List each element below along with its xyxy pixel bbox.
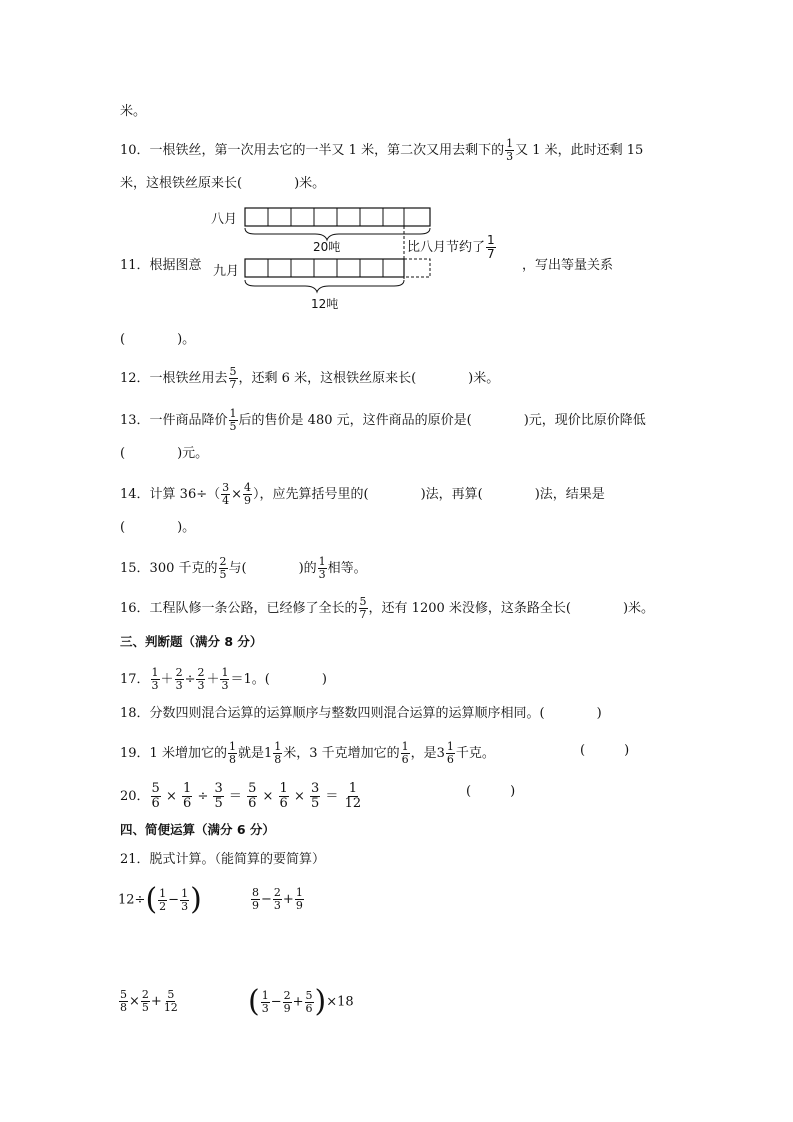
question-11-suffix: ，写出等量关系 bbox=[522, 258, 614, 273]
question-18: 18．分数四则混合运算的运算顺序与整数四则混合运算的运算顺序相同。( ) bbox=[120, 706, 602, 721]
question-15: 15．300 千克的 $\frac{2}{5}$ 与( )的 $\frac{1}{3}$ 相等。 bbox=[120, 555, 367, 581]
fraction: $\frac{1}{3}$ bbox=[506, 137, 514, 163]
question-11-answer: ( )。 bbox=[120, 332, 196, 347]
expression-3: $\frac{5}{8}$ × $\frac{2}{5}$ + $\frac{5}{12}$ bbox=[120, 988, 178, 1014]
question-14: 14．计算 36÷（ $\frac{3}{4}$ × $\frac{4}{9}$ ），应先算括号里的( )法，再算( )法，结果是 bbox=[120, 481, 605, 507]
question-19: 19．1 米增加它的 $\frac{1}{8}$ 就是1 $\frac{1}{8}$ 米，3 千克增加它的 $\frac{1}{6}$ ，是3 $\frac{1}{6}$ 千克。 bbox=[120, 740, 495, 766]
expression-4: ( $\frac{1}{3}$ − $\frac{2}{9}$ + $\frac{5}{6}$ )×18 bbox=[248, 984, 354, 1019]
question-13: 13．一件商品降价 $\frac{1}{5}$ 后的售价是 480 元，这件商品的原价是( )元，现价比原价降低 bbox=[120, 407, 646, 433]
expression-2: $\frac{8}{9}$ − $\frac{2}{3}$ + $\frac{1}{9}$ bbox=[252, 886, 303, 912]
question-19-answer: ( ) bbox=[580, 743, 630, 758]
sep-bar bbox=[245, 259, 430, 277]
question-10: 10．一根铁丝，第一次用去它的一半又 1 米，第二次又用去剩下的 $\frac{1}{3}$ 又 1 米，此时还剩 15 bbox=[120, 137, 644, 163]
q9-tail: 米。 bbox=[120, 104, 147, 119]
question-11-prefix: 11．根据图意 bbox=[120, 258, 202, 273]
sep-label: 九月 bbox=[213, 264, 240, 279]
sep-total: 12吨 bbox=[311, 297, 339, 311]
aug-label: 八月 bbox=[211, 212, 238, 227]
question-21: 21．脱式计算。（能简算的要简算） bbox=[120, 852, 326, 867]
question-16: 16．工程队修一条公路，已经修了全长的 $\frac{5}{7}$ ，还有 1200 米没修，这条路全长( )米。 bbox=[120, 595, 655, 621]
section-4-title: 四、简便运算（满分 6 分） bbox=[120, 822, 275, 837]
section-3-title: 三、判断题（满分 8 分） bbox=[120, 634, 263, 649]
question-20: 20． $\frac{5}{6}$ × $\frac{1}{6}$ ÷ $\frac{3}{5}$ ＝ $\frac{5}{6}$ × $\frac{1}{6}$ × $\frac{3}{5}$ ＝ $\frac{1}{12}$ bbox=[120, 781, 362, 811]
question-14-line2: ( )。 bbox=[120, 520, 196, 535]
expression-1: 12÷( $\frac{1}{2}$ − $\frac{1}{3}$ ) bbox=[118, 882, 202, 917]
question-12: 12．一根铁丝用去 $\frac{5}{7}$ ，还剩 6 米，这根铁丝原来长( )米。 bbox=[120, 365, 500, 391]
save-text: 比八月节约了 $\frac{1}{7}$ bbox=[407, 233, 495, 261]
question-13-line2: ( )元。 bbox=[120, 446, 209, 461]
question-10-line2: 米，这根铁丝原来长( )米。 bbox=[120, 176, 326, 191]
aug-bar bbox=[245, 208, 430, 226]
bar-diagram bbox=[205, 200, 505, 320]
question-20-answer: ( ) bbox=[466, 784, 516, 799]
question-17: 17． $\frac{1}{3}$ ＋ $\frac{2}{3}$ ÷ $\frac{2}{3}$ ＋ $\frac{1}{3}$ ＝1。( ) bbox=[120, 666, 327, 692]
aug-total: 20吨 bbox=[313, 240, 341, 254]
